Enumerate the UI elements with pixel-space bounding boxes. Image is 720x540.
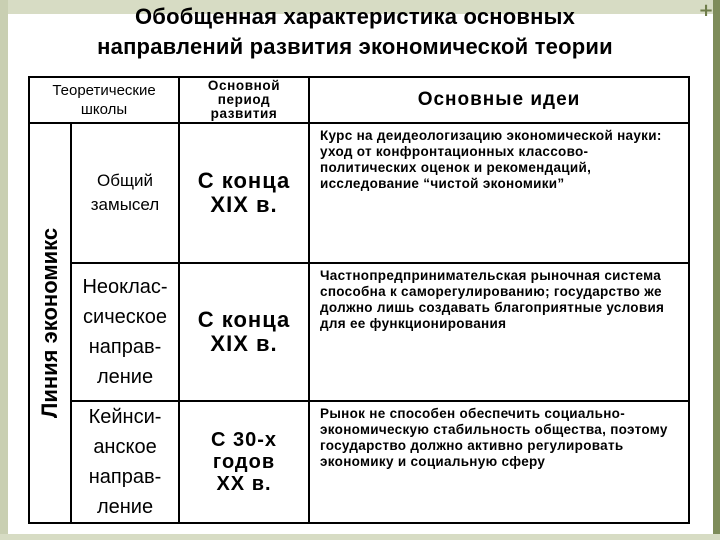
period-cell bbox=[179, 123, 309, 263]
school-line: анское bbox=[93, 436, 157, 458]
school-line: направ- bbox=[88, 466, 162, 488]
header-ideas: Основные идеи bbox=[309, 77, 689, 123]
period-line: С 30-х bbox=[211, 429, 278, 451]
slide-title bbox=[10, 2, 700, 62]
school-line: Общий bbox=[97, 171, 153, 190]
period-line: XIX в. bbox=[210, 331, 278, 356]
school-line: Неоклас- bbox=[82, 276, 168, 298]
school-cell bbox=[71, 401, 179, 523]
ideas-cell bbox=[309, 123, 689, 263]
school-cell bbox=[71, 123, 179, 263]
header-period bbox=[179, 77, 309, 123]
table-row bbox=[29, 263, 689, 401]
school-cell bbox=[71, 263, 179, 401]
header-row bbox=[29, 77, 689, 123]
left-decor-bar bbox=[0, 0, 8, 540]
ideas-text: Частнопредпринимательская рыночная система способна к саморегулированию; государство же должно лишь создавать благоприятные условия для ее функционирования bbox=[320, 268, 665, 331]
school-line: Кейнси- bbox=[88, 406, 162, 428]
ideas-text: Рынок не способен обеспечить социально-экономическую стабильность общества, поэтому государство должно активно регулировать экономику и социальную сферу bbox=[320, 406, 668, 469]
right-decor-bar bbox=[713, 0, 720, 540]
title-line-2: направлений развития экономической теории bbox=[97, 34, 613, 59]
header-schools-line-2: школы bbox=[80, 101, 128, 118]
header-period-line-1: Основной bbox=[207, 78, 281, 93]
school-line: ление bbox=[96, 496, 154, 518]
school-line: сическое bbox=[83, 306, 167, 328]
ideas-cell bbox=[309, 263, 689, 401]
line-label: Линия экономикс bbox=[37, 227, 62, 419]
ideas-text: Курс на деидеологизацию экономической науки: уход от конфронтационных классово-политических оценок и рекомендаций, исследование “чистой экономики” bbox=[320, 128, 662, 191]
ideas-cell bbox=[309, 401, 689, 523]
period-cell bbox=[179, 263, 309, 401]
title-line-1: Обобщенная характеристика основных bbox=[134, 4, 576, 29]
bottom-decor-bar bbox=[0, 534, 720, 540]
period-line: XIX в. bbox=[210, 192, 278, 217]
header-period-line-2: период bbox=[217, 92, 271, 107]
period-cell bbox=[179, 401, 309, 523]
table-row bbox=[29, 123, 689, 263]
table-row bbox=[29, 401, 689, 523]
header-period-line-3: развития bbox=[210, 106, 278, 121]
school-line: ление bbox=[96, 366, 154, 388]
plus-icon: + bbox=[698, 0, 714, 21]
period-line: С конца bbox=[197, 307, 291, 332]
line-label-cell bbox=[29, 123, 71, 523]
period-line: годов bbox=[212, 451, 276, 473]
period-line: XX в. bbox=[216, 473, 272, 495]
period-line: С конца bbox=[197, 168, 291, 193]
economics-schools-table bbox=[28, 76, 690, 524]
school-line: направ- bbox=[88, 336, 162, 358]
school-line: замысел bbox=[90, 195, 160, 214]
header-schools-line-1: Теоретические bbox=[52, 82, 156, 99]
header-schools bbox=[29, 77, 179, 123]
